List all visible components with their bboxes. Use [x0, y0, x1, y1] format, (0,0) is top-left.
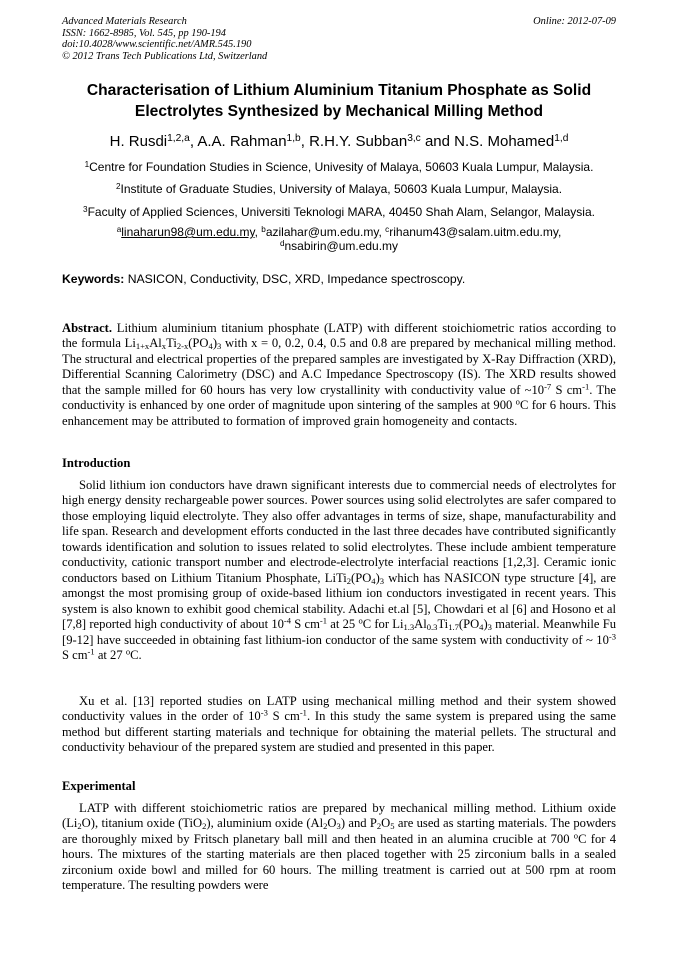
author-2-affil: 1,b: [286, 132, 301, 144]
exponent-sup: -1: [319, 615, 328, 626]
formula-sub: 4: [208, 341, 213, 352]
body-text: ): [375, 570, 380, 585]
email-b: azilahar@um.edu.my: [265, 225, 379, 239]
body-text: Ti: [437, 617, 449, 632]
formula-sub: 3: [487, 622, 492, 633]
abstract-text: Ti: [166, 336, 177, 351]
abstract-text: ): [212, 336, 218, 351]
author-1: H. Rusdi: [109, 133, 168, 150]
email-separator: ,: [557, 225, 562, 239]
author-3: R.H.Y. Subban: [309, 133, 408, 150]
body-text: . In this study the same system is prepared using the same method but different starting materials and technique for obtaining the material pellets. The structural and conductivity behaviour of the prepared system are studied and presented in this paper.: [62, 709, 617, 755]
journal-doi: doi:10.4028/www.scientific.net/AMR.545.190: [62, 39, 252, 51]
body-text: at 25: [327, 617, 359, 632]
section-heading-introduction: Introduction: [62, 456, 131, 470]
formula-sub: 2: [323, 821, 328, 832]
abstract-text: C for 6 hours. This enhancement may be attributed to formation of improved grain homogeneity and contacts.: [62, 398, 616, 428]
exponent-sup: -4: [283, 615, 292, 626]
body-text: material. Meanwhile Fu [9-12] have succeeded in obtaining fast lithium-ion conductor of the same system with conductivity of ~ 10: [62, 617, 617, 647]
degree-sup: o: [358, 615, 363, 626]
exponent-sup: -1: [299, 708, 307, 719]
affiliation-1-num: 1: [84, 159, 90, 169]
author-3-affil: 3,c: [407, 132, 421, 144]
email-link-a[interactable]: linaharun98@um.edu.my: [121, 225, 255, 239]
body-text: ): [483, 617, 488, 632]
email-line-1: [62, 225, 616, 239]
formula-sub: 2: [202, 821, 207, 832]
body-text: ), aluminium oxide (Al: [206, 816, 324, 831]
abstract-text: S cm: [551, 382, 583, 397]
body-text: are used as starting materials. The powders are thoroughly mixed by Fritsch planetary ball mill and then heated in an alumina crucible at 700: [62, 816, 617, 846]
title-line-1: Characterisation of Lithium Aluminium Titanium Phosphate as Solid: [86, 82, 592, 99]
degree-sup: o: [125, 646, 131, 657]
author-2: A.A. Rahman: [197, 133, 287, 150]
formula-sub: 4: [371, 575, 376, 586]
author-1-affil: 1,2,a: [167, 132, 190, 144]
email-list: [62, 225, 616, 253]
affiliation-3-text: Faculty of Applied Sciences, Universiti Teknologi MARA, 40450 Shah Alam, Selangor, Malaysia.: [87, 205, 595, 219]
formula-sub: 1+x: [135, 341, 150, 352]
formula-sub: 2: [376, 821, 382, 832]
online-date: Online: 2012-07-09: [533, 16, 616, 27]
journal-issn: ISSN: 1662-8985, Vol. 545, pp 190-194: [62, 27, 226, 39]
formula-sub: 4: [479, 622, 484, 633]
abstract-text: with x = 0, 0.2, 0.4, 0.5 and 0.8 are prepared by mechanical milling method. The structural and electrical properties of the prepared samples are investigated by X-Ray Diffraction (XRD), Differential Scanning Calorimetry (DSC) and A.C Impedance Spectroscopy (IS). The XRD results showed that the sample milled for 60 hours has very low crystallinity with conductivity value of ~10: [62, 336, 616, 397]
exponent-sup: -3: [608, 631, 616, 642]
body-text: C for Li: [362, 617, 404, 632]
body-text: Al: [414, 617, 427, 632]
author-4-affil: 1,d: [554, 132, 569, 144]
experimental-paragraph-1: [62, 801, 616, 894]
abstract-text: (PO: [188, 336, 209, 351]
author-4: N.S. Mohamed: [454, 133, 555, 150]
body-text: ) and P: [340, 816, 377, 831]
affiliation-2-num: 2: [115, 181, 121, 191]
degree-sup: o: [573, 830, 579, 841]
affiliation-1-text: Centre for Foundation Studies in Science, Univesity of Malaya, 50603 Kuala Lumpur, Malaysia.: [89, 160, 594, 174]
body-text: LATP with different stoichiometric ratios are prepared by mechanical milling method. Lithium oxide (Li: [62, 801, 616, 831]
formula-sub: 1.7: [448, 622, 459, 633]
body-text: S cm: [267, 709, 300, 724]
introduction-paragraph-2: [62, 694, 616, 756]
body-text: S cm: [291, 617, 320, 632]
keywords-label: Keywords:: [62, 272, 125, 286]
body-text: (PO: [351, 570, 372, 585]
formula-sub: 1.3: [403, 622, 415, 633]
journal-copyright: © 2012 Trans Tech Publications Ltd, Switzerland: [62, 50, 268, 62]
body-text: O: [381, 816, 391, 831]
exponent-sup: -1: [582, 381, 590, 392]
body-text: S cm: [62, 647, 88, 662]
email-a-mark: a: [116, 224, 122, 234]
body-text: O: [327, 816, 337, 831]
abstract-text: . The conductivity is enhanced by one order of magnitude upon sintering of the samples at 900: [62, 382, 616, 413]
body-text: Xu et al. [13] reported studies on LATP using mechanical milling method and their system showed conductivity values in the order of 10: [62, 694, 616, 724]
paper-title: [62, 80, 616, 122]
email-d-mark: d: [279, 238, 285, 248]
affiliation-3-num: 3: [83, 204, 88, 214]
keywords-text: NASICON, Conductivity, DSC, XRD, Impedance spectroscopy.: [124, 272, 466, 286]
body-text: (PO: [458, 617, 480, 632]
email-separator: ,: [254, 225, 262, 239]
email-line-2: [62, 239, 616, 253]
section-heading-experimental: Experimental: [62, 779, 136, 793]
formula-sub: 3: [217, 341, 222, 352]
email-d: nsabirin@um.edu.my: [284, 239, 399, 253]
author-separator: ,: [300, 133, 310, 150]
body-text: C.: [130, 647, 142, 662]
affiliation-3: [40, 205, 638, 219]
journal-header: [62, 16, 616, 62]
affiliation-2-text: Institute of Graduate Studies, University of Malaya, 50603 Kuala Lumpur, Malaysia.: [120, 182, 563, 196]
formula-sub: 2: [346, 575, 351, 586]
exponent-sup: -1: [87, 646, 95, 657]
formula-sub: 2: [77, 821, 82, 832]
affiliation-1: [40, 160, 638, 174]
email-c: rihanum43@salam.uitm.edu.my: [389, 225, 558, 239]
formula-sub: 5: [390, 821, 395, 832]
abstract-text: Al: [149, 336, 162, 351]
title-line-2: Electrolytes Synthesized by Mechanical Milling Method: [134, 103, 544, 120]
body-text: C for 4 hours. The mixtures of the starting materials are then placed together with 25 zirconium balls in a sealed zirconium oxide bowl and milled for 60 hours. The milling treatment is carried out at 500 rpm at room temperature. The resulting powders were: [62, 831, 616, 893]
body-text: O), titanium oxide (TiO: [81, 816, 203, 831]
formula-sub: 2-x: [176, 341, 189, 352]
email-b-mark: b: [261, 224, 266, 234]
author-list: [62, 133, 616, 150]
body-text: at 27: [94, 647, 126, 662]
journal-name: Advanced Materials Research: [62, 16, 187, 27]
exponent-sup: -7: [544, 381, 552, 392]
formula-sub: 3: [336, 821, 341, 832]
introduction-paragraph-1: [62, 478, 616, 663]
abstract: [62, 321, 616, 429]
body-text: which has NASICON type structure [4], are amongst the most promising group of oxide-based lithium ion conductors investigated in recent years. This system is also known to exhibit good chemical stability. Adachi et.al [5], Chowdari et al [6] and Hosono et al [7,8] reported high conductivity of about 10: [62, 570, 617, 632]
body-text: Solid lithium ion conductors have drawn significant interests due to commercial needs of electrolytes for high energy density rechargeable power sources. Power sources using solid electrolytes are safer compared to those employing liquid electrolyte. They also offer advantages in terms of size, shape, manufacturability and life span. Research and development efforts conducted in the last three decades have contributed significantly towards identification and solution to issues related to solid electrolytes. These include ambient temperature conductivity, cationic transport number and electrode-electrolyte interfacial reactions [1,2,3]. Ceramic ionic conductors based on Lithium Titanium Phosphate, LiTi: [62, 478, 616, 585]
formula-sub: 3: [379, 575, 385, 586]
abstract-text: Lithium aluminium titanium phosphate (LATP) with different stoichiometric ratios according to the formula Li: [62, 321, 616, 351]
degree-sup: o: [515, 396, 520, 407]
email-separator: ,: [378, 225, 386, 239]
author-separator: ,: [189, 133, 198, 150]
keywords: [62, 272, 616, 286]
affiliation-2: [40, 182, 638, 196]
abstract-label: Abstract.: [62, 321, 113, 335]
formula-sub: 0.3: [426, 622, 438, 633]
author-and: and: [420, 133, 455, 150]
email-c-mark: c: [385, 224, 390, 234]
formula-sub: x: [161, 341, 167, 352]
exponent-sup: -3: [260, 708, 268, 719]
